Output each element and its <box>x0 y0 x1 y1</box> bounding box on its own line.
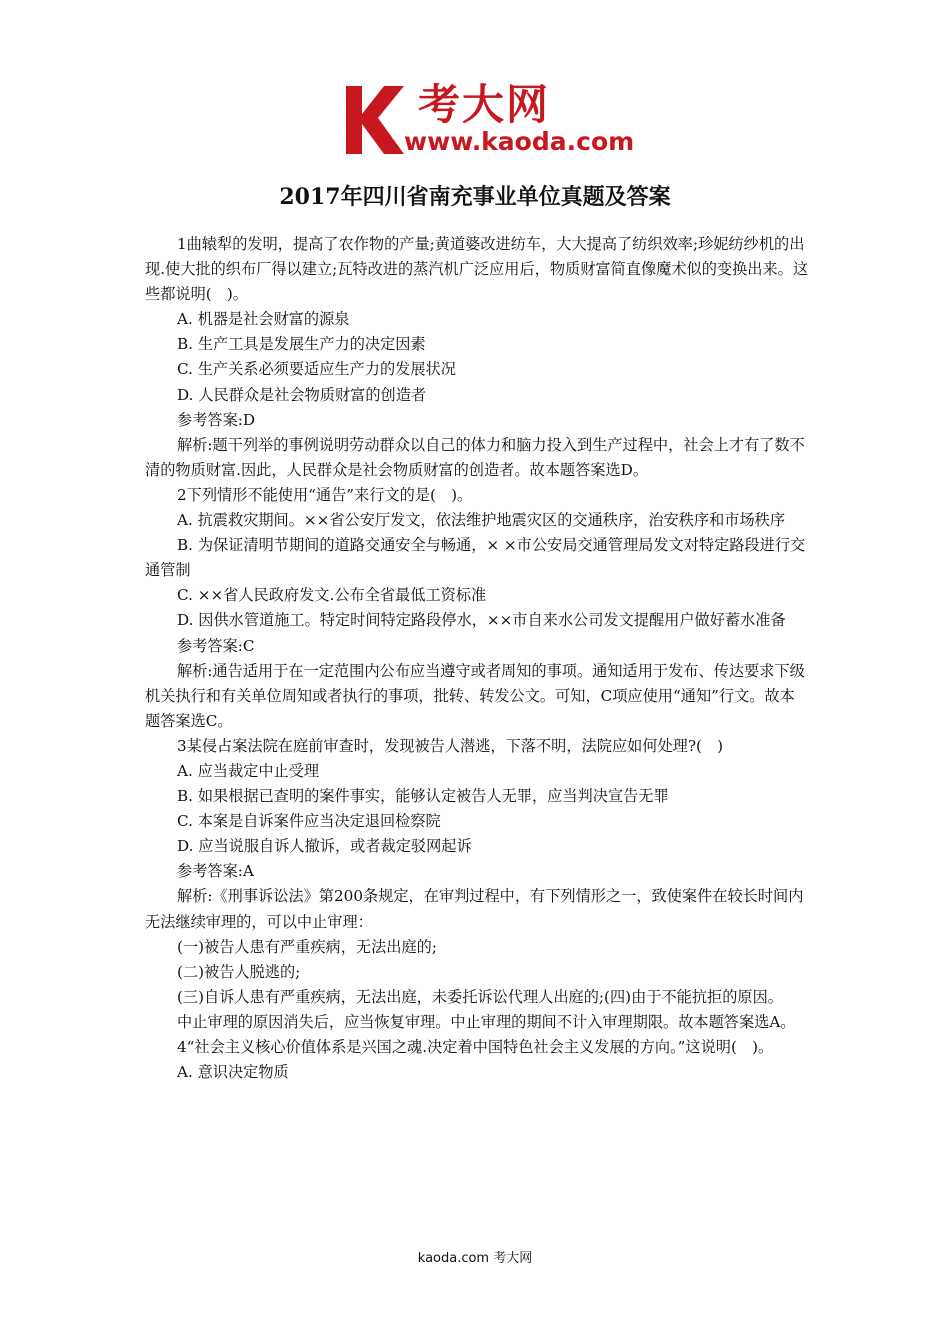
paragraph: 中止审理的原因消失后，应当恢复审理。中止审理的期间不计入审理期限。故本题答案选A。 <box>177 1012 796 1031</box>
document-body <box>145 232 810 1085</box>
paragraph: D. 应当说服自诉人撤诉，或者裁定驳网起诉 <box>177 837 472 856</box>
paragraph: 参考答案:C <box>177 636 255 655</box>
paragraph: 1曲辕犁的发明，提高了农作物的产量;黄道婆改进纺车，大大提高了纺织效率;珍妮纺纱机的出现.使大批的织布厂得以建立;瓦特改进的蒸汽机广泛应用后，物质财富简直像魔术似的变换出来。这些都说明( )。 <box>145 235 809 304</box>
paragraph: D. 人民群众是社会物质财富的创造者 <box>177 385 427 404</box>
page-title: 2017年四川省南充事业单位真题及答案 <box>279 184 671 210</box>
paragraph: (一)被告人患有严重疾病，无法出庭的; <box>177 937 437 956</box>
paragraph: B. 生产工具是发展生产力的决定因素 <box>177 335 426 354</box>
paragraph: 3某侵占案法院在庭前审查时，发现被告人潜逃，下落不明，法院应如何处理?( ) <box>177 736 724 755</box>
paragraph: 参考答案:D <box>177 410 256 429</box>
paragraph: D. 因供水管道施工。特定时间特定路段停水，××市自来水公司发文提醒用户做好蓄水准备 <box>177 611 786 630</box>
paragraph: 4“社会主义核心价值体系是兴国之魂.决定着中国特色社会主义发展的方向。”这说明( )。 <box>177 1038 774 1056</box>
paragraph: (三)自诉人患有严重疾病，无法出庭，未委托诉讼代理人出庭的;(四)由于不能抗拒的原因。 <box>177 987 783 1006</box>
page-footer: kaoda.com 考大网 <box>417 1251 533 1266</box>
paragraph: A. 抗震救灾期间。××省公安厅发文，依法维护地震灾区的交通秩序，治安秩序和市场秩序 <box>177 511 786 530</box>
paragraph: 解析:题干列举的事例说明劳动群众以自己的体力和脑力投入到生产过程中，社会上才有了数不清的物质财富.因此，人民群众是社会物质财富的创造者。故本题答案选D。 <box>145 435 805 479</box>
paragraph: C. 本案是自诉案件应当决定退回检察院 <box>177 812 441 831</box>
paragraph: A. 意识决定物质 <box>177 1063 289 1082</box>
paragraph: A. 机器是社会财富的源泉 <box>177 310 350 329</box>
paragraph: 解析:通告适用于在一定范围内公布应当遵守或者周知的事项。通知适用于发布、传达要求下级机关执行和有关单位周知或者执行的事项，批转、转发公文。可知，C项应使用“通知”行文。故本题答案选C。 <box>145 661 805 730</box>
logo-url: www.kaoda.com <box>404 127 635 156</box>
paragraph: 解析:《刑事诉讼法》第200条规定，在审判过程中，有下列情形之一，致使案件在较长时间内无法继续审理的，可以中止审理： <box>145 887 804 931</box>
logo-brand-name: 考大网 <box>418 80 551 129</box>
paragraph: C. 生产关系必须要适应生产力的发展状况 <box>177 360 456 379</box>
paragraph: B. 为保证清明节期间的道路交通安全与畅通，× ×市公安局交通管理局发文对特定路段进行交通管制 <box>145 536 806 580</box>
paragraph: A. 应当裁定中止受理 <box>177 761 320 780</box>
paragraph: B. 如果根据已查明的案件事实，能够认定被告人无罪，应当判决宣告无罪 <box>177 787 669 806</box>
paragraph: 参考答案:A <box>177 862 254 881</box>
paragraph: (二)被告人脱逃的; <box>177 962 301 981</box>
paragraph: 2下列情形不能使用“通告”来行文的是( )。 <box>177 485 473 504</box>
kaoda-logo <box>340 80 660 160</box>
paragraph: C. ××省人民政府发文.公布全省最低工资标准 <box>177 586 487 605</box>
